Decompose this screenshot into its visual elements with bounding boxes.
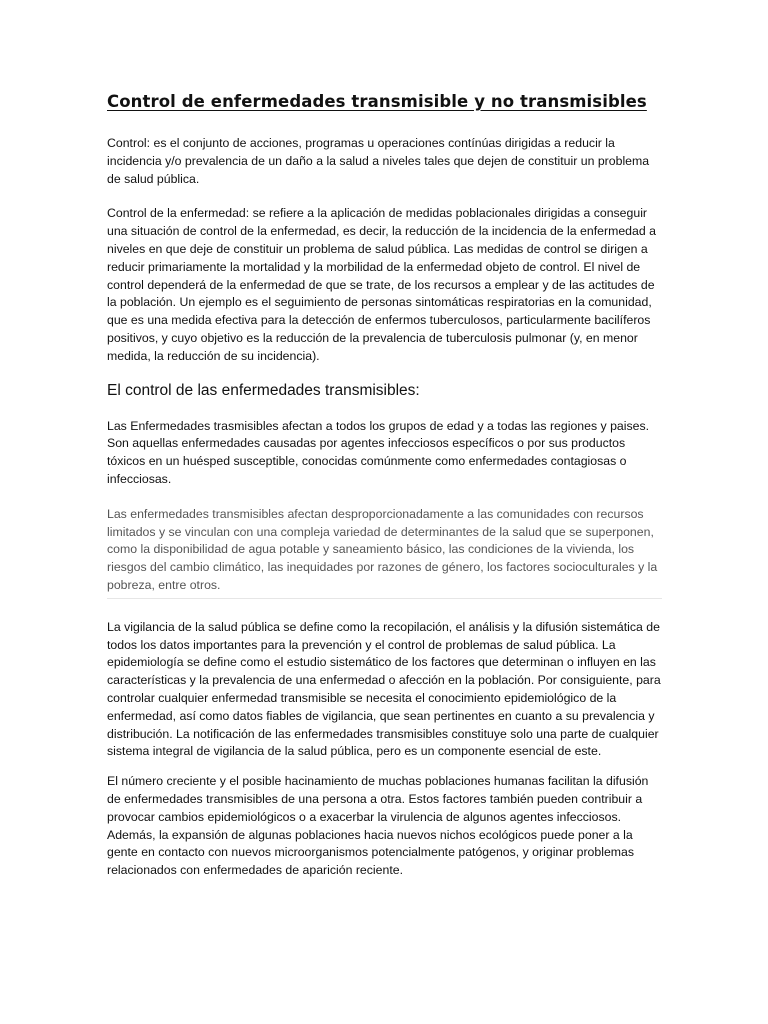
document-title: Control de enfermedades transmisible y no transmisibles xyxy=(107,92,647,111)
control-definition xyxy=(107,135,662,188)
control-enfermedad-label: Control de la enfermedad: xyxy=(107,206,250,221)
transmisibles-paragraph: Las Enfermedades trasmisibles afectan a todos los grupos de edad y a todas las regiones y paises. Son aquellas enfermedades causadas por agentes infecciosos específicos o por sus productos tóxicos en un huésped susceptible, conocidas comúnmente como enfermedades contagiosas o infecciosas. xyxy=(107,418,650,486)
section-heading: El control de las enfermedades transmisibles: xyxy=(107,381,420,399)
control-enfermedad-text: se refiere a la aplicación de medidas poblacionales dirigidas a conseguir una situación de control de la enfermedad, es decir, la reducción de la incidencia de la enfermedad a niveles en que deje de constituir un problema de salud pública. Las medidas de control se dirigen a reducir primariamente la mortalidad y la morbilidad de la enfermedad objeto de control. El nivel de control dependerá de la enfermedad de que se trate, de los recursos a emplear y de las actitudes de la población. Un ejemplo es el seguimiento de personas sintomáticas respiratorias en la comunidad, que es una medida efectiva para la detección de enfermos tuberculosos, particularmente bacilíferos positivos, y cuyo objetivo es la reducción de la prevalencia de tuberculosis pulmonar (y, en menor medida, la reducción de su incidencia). xyxy=(107,206,656,363)
vigilancia-paragraph: La vigilancia de la salud pública se define como la recopilación, el análisis y la difusión sistemática de todos los datos importantes para la prevención y el control de problemas de salud pública. La epidemiología se define como el estudio sistemático de los factores que determinan o influyen en las características y la prevalencia de una enfermedad o afección en la población. Por consiguiente, para controlar cualquier enfermedad transmisible se necesita el conocimiento epidemiológico de la enfermedad, así como datos fiables de vigilancia, que sean pertinentes en cuanto a su prevalencia y distribución. La notificación de las enfermedades transmisibles constituye solo una parte de cualquier sistema integral de vigilancia de la salud pública, pero es un componente esencial de este. xyxy=(107,619,661,759)
quote-paragraph: Las enfermedades transmisibles afectan desproporcionadamente a las comunidades con recursos limitados y se vinculan con una compleja variedad de determinantes de la salud que se superponen, como la disponibilidad de agua potable y saneamiento básico, las condiciones de la vivienda, los riesgos del cambio climático, las inequidades por razones de género, los factores socioculturales y la pobreza, entre otros. xyxy=(107,506,662,599)
control-label: Control: xyxy=(107,136,151,150)
numero-paragraph: El número creciente y el posible hacinamiento de muchas poblaciones humanas facilitan la difusión de enfermedades transmisibles de una persona a otra. Estos factores también pueden contribuir a provocar cambios epidemiológicos o a exacerbar la virulencia de algunos agentes infecciosos. Además, la expansión de algunas poblaciones hacia nuevos nichos ecológicos puede poner a la gente en contacto con nuevos microorganismos potencialmente patógenos, y originar problemas relacionados con enfermedades de aparición reciente. xyxy=(107,774,649,878)
control-enfermedad-definition xyxy=(107,205,662,365)
control-text: es el conjunto de acciones, programas u operaciones contínúas dirigidas a reducir la incidencia y/o prevalencia de un daño a la salud a niveles tales que dejen de constituir un problema de salud pública. xyxy=(107,136,650,186)
document-page xyxy=(107,92,662,880)
